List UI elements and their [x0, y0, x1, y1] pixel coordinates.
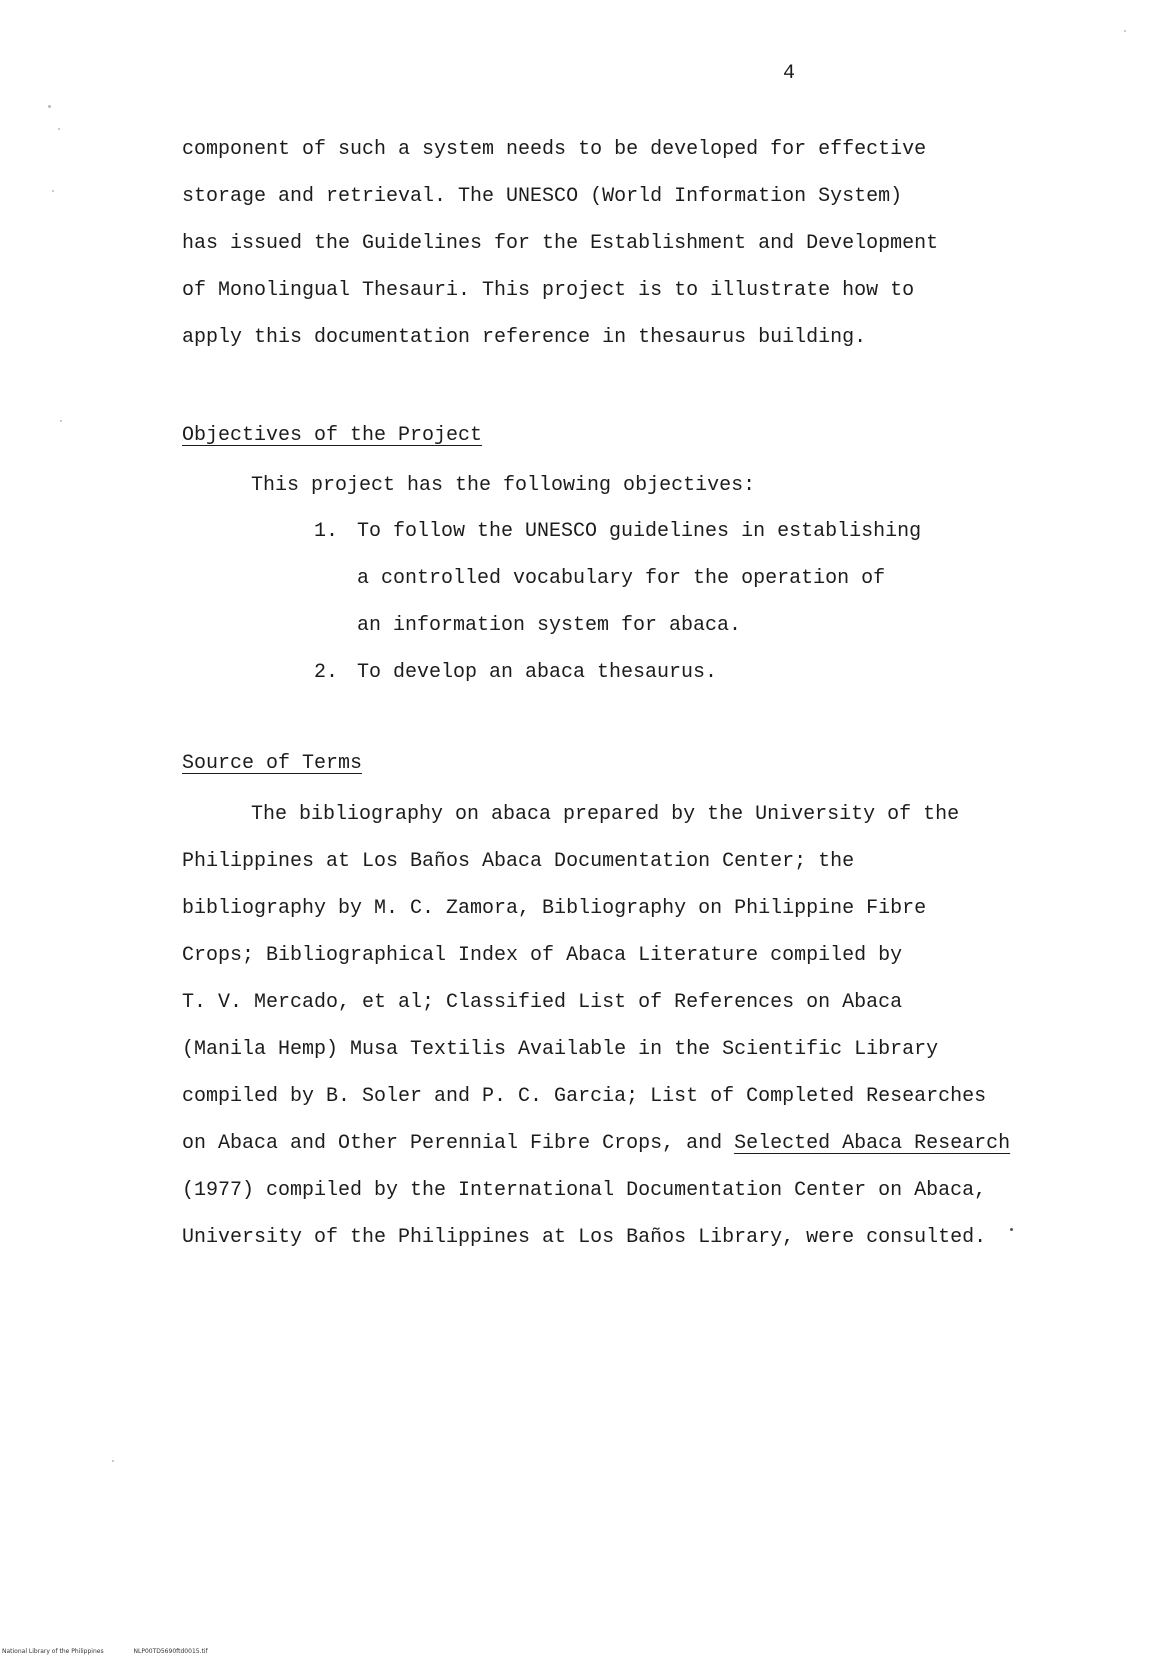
scan-speck	[1124, 30, 1126, 32]
paragraph-line: has issued the Guidelines for the Establishment and Development	[182, 232, 939, 255]
paragraph-line: The bibliography on abaca prepared by the University of the	[251, 803, 960, 826]
paragraph-line: Philippines at Los Baños Abaca Documentation Center; the	[182, 850, 855, 873]
objective-line: To follow the UNESCO guidelines in establishing	[357, 520, 922, 543]
paragraph-line: (Manila Hemp) Musa Textilis Available in the Scientific Library	[182, 1038, 939, 1061]
paragraph-line: bibliography by M. C. Zamora, Bibliography on Philippine Fibre	[182, 897, 927, 920]
objective-item-2	[357, 649, 717, 696]
objective-item-1	[357, 508, 921, 649]
footer-file-id: NLP00TD5690ftd0015.tif	[133, 1648, 208, 1655]
page-number: 4	[783, 62, 796, 85]
scan-speck	[48, 105, 51, 108]
paragraph-line: of Monolingual Thesauri. This project is to illustrate how to	[182, 279, 915, 302]
paragraph-line: Crops; Bibliographical Index of Abaca Literature compiled by	[182, 944, 903, 967]
paragraph-line: storage and retrieval. The UNESCO (World Information System)	[182, 185, 903, 208]
objectives-intro: This project has the following objectives:	[251, 474, 756, 497]
scan-speck	[112, 1460, 114, 1462]
paragraph-line: apply this documentation reference in thesaurus building.	[182, 326, 867, 349]
objective-line: an information system for abaca.	[357, 614, 742, 637]
objectives-heading: Objectives of the Project	[182, 424, 483, 447]
underlined-title: Selected Abaca Research	[734, 1132, 1011, 1155]
objective-line: To develop an abaca thesaurus.	[357, 661, 718, 684]
objective-line: a controlled vocabulary for the operation of	[357, 567, 886, 590]
scan-speck	[52, 190, 54, 192]
paragraph-line	[182, 1120, 1010, 1167]
line-text: on Abaca and Other Perennial Fibre Crops, and	[182, 1132, 735, 1155]
objective-number: 2.	[314, 661, 339, 684]
source-paragraph	[182, 791, 1010, 1261]
scan-speck	[60, 420, 62, 422]
source-heading: Source of Terms	[182, 752, 363, 775]
paragraph-line: compiled by B. Soler and P. C. Garcia; List of Completed Researches	[182, 1085, 987, 1108]
paragraph-line: T. V. Mercado, et al; Classified List of References on Abaca	[182, 991, 903, 1014]
paragraph-line: (1977) compiled by the International Documentation Center on Abaca,	[182, 1179, 987, 1202]
paragraph-line: component of such a system needs to be developed for effective	[182, 138, 927, 161]
intro-paragraph	[182, 126, 938, 361]
scan-speck	[1010, 1228, 1013, 1231]
objective-number: 1.	[314, 520, 339, 543]
footer-library: National Library of the Philippines	[2, 1648, 104, 1655]
paragraph-line: University of the Philippines at Los Baños Library, were consulted.	[182, 1226, 987, 1249]
scan-speck	[58, 128, 60, 130]
scan-footer	[2, 1648, 236, 1655]
